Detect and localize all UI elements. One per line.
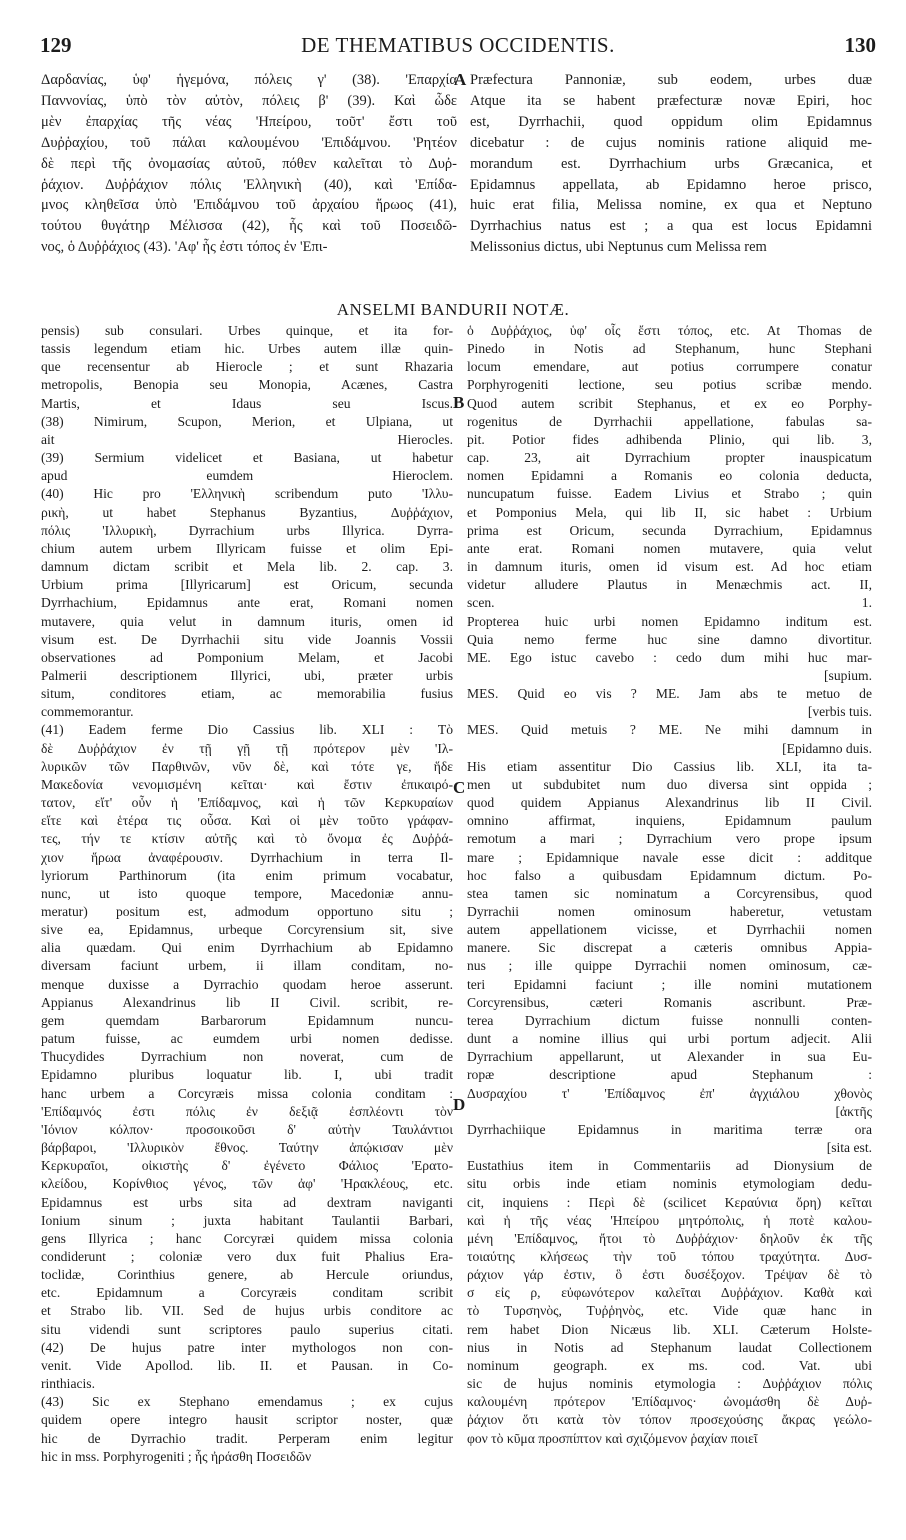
note-line: rinthiacis. (41, 1376, 95, 1392)
greek-text-line: Παννονίας, ὑπὸ τὸν αὐτὸν, πόλεις β' (39). Καὶ ὧδε (41, 92, 457, 109)
note-line: situ videndi sunt scriptores paulo superius citati. (41, 1321, 453, 1337)
note-line: scen. 1. (467, 595, 872, 611)
note-line: teri Epidamni faciunt ; ille nomini mutationem (467, 976, 872, 992)
note-line: Appianus Alexandrinus lib II Civil. scribit, re- (41, 994, 453, 1010)
note-line: Δυσραχίου τ' 'Επίδαμνος ἐπ' ἀγχιάλου χθονὸς (467, 1085, 872, 1101)
note-line: visum est. De Dyrrhachii situ vide Joannis Vossii (41, 631, 453, 647)
note-line: hic de Dyrrachio tradit. Perperam enim legitur (41, 1430, 453, 1446)
note-line: diversam faciunt urbem, ii illam conditam, no- (41, 958, 453, 974)
note-line: Thucydides Dyrrachium non noverat, cum de (41, 1049, 453, 1065)
note-line: situm, conditores etiam, ac memorabilia fusius (41, 686, 453, 702)
notes-left-column (41, 322, 453, 1466)
note-line: MES. Quid metuis ? ME. Ne mihi damnum in (467, 722, 872, 738)
running-title: DE THEMATIBUS OCCIDENTIS. (301, 33, 615, 57)
note-line: etc. Epidamnum a Corcyræis conditam scribit (41, 1285, 453, 1301)
note-line: mare ; Epidamnique navale esse dicit : additque (467, 849, 872, 865)
note-line: sic de hujus nominis etymologia : Δυῤῥάχιον πόλις (467, 1376, 872, 1392)
note-line: [ἀκτῆς (835, 1103, 872, 1119)
note-line: patum fuisse, ac eumdem urbi nomen dedisse. (41, 1031, 453, 1047)
note-line: μένη 'Επίδαμνος, ἤτοι τὸ Δυῤῥάχιον· δηλοῦν ἐκ τῆς (467, 1230, 872, 1246)
note-line: Ionium sinum ; juxta habitant Taulantii Barbari, (41, 1212, 453, 1228)
note-line: Corcyrensibus, cæteri Romanis ascribunt. Præ- (467, 994, 872, 1010)
greek-text-line: μνος κληθεῖσα ὑπὸ 'Επιδάμνου τοῦ ἀρχαίου ἥρωος (41), (41, 197, 457, 214)
greek-text-line: νος, ὁ Δυῤῥάχιος (43). 'Αφ' ἧς ἐστι τόπος ἐν 'Επι- (41, 239, 328, 256)
note-line: εἴτε καὶ ἑτέρα τις οὖσα. Καὶ οἱ μὲν τοῦτο γράφαν- (41, 813, 453, 829)
note-line: πόλις 'Ιλλυρικὴ, Dyrrachium urbs Illyrica. Dyrra- (41, 522, 453, 538)
latin-translation-column (470, 70, 872, 258)
note-line: ropæ descriptione apud Stephanum : (467, 1067, 872, 1083)
note-line: videtur alludere Plautus in Menæchmis act. II, (467, 577, 872, 593)
note-line: Dyrrachium appellarunt, ut Alexander in sua Eu- (467, 1049, 872, 1065)
note-line: τατον, εἴτ' οὖν ἡ 'Επίδαμνος, καὶ ἡ τῶν Κερκυραίων (41, 795, 453, 811)
note-line: observationes ad Pomponium Melam, et Jacobi (41, 649, 453, 665)
note-line: autem appellationem vicisse, et Dyrrhachii nomen (467, 922, 872, 938)
note-line: locum emendare, aut potius corrumpere conatur (467, 359, 872, 375)
note-line: ὁ Δυῤῥάχιος, ὑφ' οἷς ἔστι τόπος, etc. At Thomas de (467, 323, 872, 338)
note-line: nius in Notis ad Stephanum laudat Collectionem (467, 1339, 872, 1355)
note-line: stea tamen sic nominatum a Corcyrensibus, quod (467, 885, 872, 901)
note-line: pit. Potior fides adhibenda Plinio, qui lib. 3, (467, 431, 872, 447)
note-line: His etiam assentitur Dio Cassius lib. XLI, ita ta- (467, 758, 872, 774)
note-line: nuncupatum fuisse. Eadem Livius et Strabo ; quin (467, 486, 872, 502)
latin-text-line: est, Dyrrhachii, quod oppidum olim Epidamnus (470, 113, 872, 130)
note-line: δὲ Δυῤῥάχιον ἐν τῇ γῇ τῇ πρότερον μὲν 'Ιλ- (41, 740, 453, 756)
note-line: MES. Quid eo vis ? ME. Jam abs te metuo de (467, 686, 872, 702)
note-line: κλείδου, Κορίνθιος γένος, τῶν ἀφ' 'Ηρακλέους, etc. (41, 1176, 453, 1192)
note-line: 'Ιόνιον κόλπον· προσοικοῦσι δ' αὐτὴν Ταυλάντιοι (41, 1121, 453, 1137)
note-line: τοιαύτης κλήσεως τὴν τοῦ τόπου τραχύτητα. Δυσ- (467, 1248, 872, 1264)
note-line: (42) De hujus patre inter mythologos non con- (41, 1339, 453, 1355)
note-line: χιον ἥρωα ἀναφέρουσιν. Dyrrhachium in terra Il- (41, 849, 453, 865)
note-line: τες, τήν τε κτίσιν αὐτῆς καὶ τὸ ὄνομα ἐς Δυῤῥά- (41, 831, 453, 847)
greek-text-line: Δαρδανίας, ὑφ' ἡγεμόνα, πόλεις γ' (38). 'Επαρχία (41, 72, 457, 88)
note-line: (41) Eadem ferme Dio Cassius lib. XLI : Τὸ (41, 722, 453, 738)
note-line: Dyrrhachium, Epidamnus ante erat, Romani nomen (41, 595, 453, 611)
note-line: λυρικῶν τῶν Παρθινῶν, νῦν δὲ, καὶ τότε γε, ἥδε (41, 758, 453, 774)
note-line: in damnum ituris, omen id visum est. Ad hoc etiam (467, 559, 872, 575)
note-line: sive ea, Epidamnus, urbeque Corcyrensium sit, sive (41, 922, 453, 938)
greek-text-line: Δυῤῥαχίου, τοῦ πάλαι καλουμένου 'Επιδάμνου. 'Ρητέον (41, 134, 457, 151)
note-line: mutavere, quia velut in damnum ituris, omen id (41, 613, 453, 629)
notes-heading: ANSELMI BANDURII NOTÆ. (336, 300, 570, 319)
margin-marker-b: B (453, 393, 465, 412)
note-line: hanc urbem a Corcyræis missa colonia conditam : (41, 1085, 453, 1101)
note-line: que recensentur ab Hierocle ; et sunt Rhazaria (41, 359, 453, 375)
note-line: (43) Sic ex Stephano emendamus ; ex cujus (41, 1394, 453, 1410)
greek-text-line: δὲ περὶ τῆς ὀνομασίας αὐτοῦ, πόθεν καλεῖται τὸ Δυῤ- (41, 155, 457, 172)
note-line: commemorantur. (41, 704, 134, 720)
note-line: manere. Sic discrepat a cæteris omnibus Appia- (467, 940, 872, 956)
note-line: σ εἰς ρ, εὐφωνότερον καλεῖται Δυῤῥάχιον. Καθὰ καὶ (467, 1285, 872, 1301)
note-line: et Pomponius Mela, qui lib II, sic habet : Urbium (467, 504, 872, 520)
note-line: Pinedo in Notis ad Stephanum, hunc Stephani (467, 341, 872, 357)
note-line: rogenitus de Dyrrhachii appellatione, fabulas sa- (467, 413, 872, 429)
note-line: cit, inquiens : Περὶ δὲ (scilicet Κεραύνια ὄρη) κεῖται (467, 1194, 872, 1210)
greek-text-line: ῥάχιον. Δυῤῥάχιον πόλις 'Ελληνικὴ (40), καὶ 'Επίδα- (41, 176, 457, 193)
note-line: metropolis, Benopia seu Monopia, Acænes, Castra (41, 377, 453, 393)
note-line: nus ; ille quippe Dyrrachii nomen ominosum, cæ- (467, 958, 872, 974)
note-line: Porphyrogeniti lectione, seu potius scribæ mendo. (467, 377, 872, 393)
margin-marker-a: A (454, 70, 467, 89)
note-line: nunc, ut isto quoque tempore, Macedoniæ annu- (41, 885, 453, 901)
latin-text-line: Atque ita se habent præfecturæ novæ Epiri, hoc (470, 92, 872, 109)
note-line: gens Illyrica ; hanc Corcyræi quidem missa colonia (41, 1230, 453, 1246)
margin-marker-d: D (453, 1095, 466, 1114)
note-line: φον τὸ κῦμα προσπίπτον καὶ σχιζόμενον ῥαχίαν ποιεῖ (467, 1430, 758, 1446)
page-number-left: 129 (40, 33, 72, 57)
note-line: situ orbis inde etiam nominis etymologiam dedu- (467, 1176, 872, 1192)
note-line: (40) Hic pro 'Ελληνικὴ scribendum puto 'Ιλλυ- (41, 486, 453, 502)
note-line: Urbium prima [Illyricarum] est Oricum, secunda (41, 577, 453, 593)
note-line: [sita est. (826, 1140, 872, 1156)
note-line: καὶ ἡ τῆς νέας 'Ηπείρου μητρόπολις, ἡ ποτὲ καλου- (467, 1212, 872, 1228)
note-line: quidem opere integro hausit scriptor noster, quæ (41, 1412, 453, 1428)
note-line: Quod autem scribit Stephanus, et ex eo Porphy- (467, 395, 872, 411)
latin-text-line: Epidamnus appellata, ab Epidamno heroe prisco, (470, 176, 872, 193)
note-line: alia quædam. Qui enim Dyrrhachium ab Epidamno (41, 940, 453, 956)
note-line: Quia nemo ferme huc sine damno divortitur. (467, 631, 872, 647)
note-line: [Epidamno duis. (782, 740, 872, 756)
note-line: [supium. (824, 667, 872, 683)
note-line: prima est Oricum, secunda Dyrrachium, Epidamnus (467, 522, 872, 538)
note-line: rem habet Dion Nicæus lib. XLI. Cæterum Holste- (467, 1321, 872, 1337)
note-line: apud eumdem Hieroclem. (41, 468, 453, 484)
note-line: Κερκυραῖοι, οἰκιστὴς δ' ἐγένετο Φάλιος 'Ερατο- (41, 1158, 453, 1174)
latin-text-line: Dyrrhachius natus est ; a qua est locus Epidamni (470, 218, 872, 235)
note-line: condiderunt ; coloniæ vero dux fuit Phalius Era- (41, 1248, 453, 1264)
note-line: Μακεδονία νενομισμένη κεῖται· καὶ ἔστιν ἐπικαιρό- (41, 776, 453, 792)
note-line: ME. Ego istuc cavebo : cedo dum mihi huc mar- (467, 649, 872, 665)
note-line: hoc falso a quibusdam Epidamnum dictum. Po- (467, 867, 872, 883)
note-line: (38) Nimirum, Scupon, Merion, et Ulpiana, ut (41, 413, 453, 429)
note-line: Epidamnus est urbs sita ad dextram naviganti (41, 1194, 453, 1210)
page-number-right: 130 (844, 33, 876, 57)
note-line: men ut subdubitet num duo diversa sint oppida ; (467, 776, 872, 792)
note-line: Epidamno pluribus loquatur lib. I, ubi tradit (41, 1067, 453, 1083)
note-line: venit. Vide Apollod. lib. II. et Pausan. in Co- (41, 1357, 453, 1373)
note-line: Martis, et Idaus seu Iscus. (41, 395, 453, 411)
note-line: (39) Sermium videlicet et Basiana, ut habetur (41, 450, 453, 466)
note-line: τὸ Τυρσηνὸς, Τυῤῥηνὸς, etc. Vide quæ hanc in (467, 1303, 872, 1319)
note-line: βάρβαροι, 'Ιλλυρικὸν ἔθνος. Ταύτην ἀπῴκισαν μὲν (41, 1140, 453, 1156)
latin-text-line: morandum est. Dyrrhachium urbs Græcanica, et (470, 155, 872, 172)
note-line: meratur) positum est, admodum opportuno situ ; (41, 904, 453, 919)
note-line: Eustathius item in Commentariis ad Dionysium de (467, 1158, 872, 1174)
notes-right-column (467, 322, 872, 1448)
latin-text-line: huic erat filia, Melissa nomine, ex qua et Neptuno (470, 197, 872, 214)
note-line: chium autem urbem Illyricam fuisse et olim Epi- (41, 540, 453, 556)
note-line: terea Dyrrachium dictum fuisse nonnulli conten- (467, 1012, 872, 1028)
note-line: omnino affirmat, inquiens, Epidamnum paulum (467, 813, 872, 829)
note-line: cap. 23, ait Dyrrachium propter inauspicatum (467, 450, 872, 466)
note-line: ait Hierocles. (41, 431, 453, 447)
note-line: Dyrrhachiique Epidamnus in maritima terræ ora (467, 1121, 872, 1137)
note-line: ρικὴ, ut habet Stephanus Byzantius, Δυῤῥάχιον, (41, 504, 453, 520)
note-line: ante erat. Romani nomen mutavere, quia velut (467, 540, 872, 556)
note-line: quod quidem Appianus Alexandrinus lib II Civil. (467, 795, 872, 811)
note-line: gem quemdam Barbarorum Epidamnum nuncu- (41, 1012, 453, 1028)
note-line: [verbis tuis. (807, 704, 872, 720)
greek-text-line: μὲν ἐπαρχίας τῆς νέας 'Ηπείρου, τοῦτ' ἔστι τοῦ (41, 113, 457, 130)
greek-text-column (41, 70, 457, 258)
note-line: et Strabo lib. VII. Sed de hujus urbis conditore ac (41, 1303, 453, 1319)
note-line: toclidæ, Corinthius genere, ab Hercule oriundus, (41, 1267, 453, 1283)
note-line: damnum dictam scribit et Mela lib. 2. cap. 3. (41, 559, 453, 575)
page-header (40, 34, 876, 56)
note-line: ῥάχιον ὅτι κατὰ τὸν τόπον προσεχούσης ἄκρας γεώλο- (467, 1412, 872, 1428)
note-line: lyriorum Parthinorum (ita enim primum vocabatur, (41, 867, 453, 883)
note-line: dunt a nomine illius qui urbi portum adjecit. Alii (467, 1031, 872, 1047)
note-line: 'Επίδαμνός ἐστι πόλις ἐν δεξιᾷ ἐσπλέοντι τὸν (41, 1103, 453, 1119)
note-line: remotum a mari ; Dyrrachium vero prope ipsum (467, 831, 872, 847)
note-line: hic in mss. Porphyrogeniti ; ἧς ἠράσθη Ποσειδῶν (41, 1448, 312, 1464)
latin-text-line: dicebatur : de cujus nominis ratione aliquid me- (470, 134, 872, 151)
note-line: nomen Epidamni a Romanis eo colonia deducta, (467, 468, 872, 484)
latin-text-line: Præfectura Pannoniæ, sub eodem, urbes duæ (470, 72, 872, 88)
note-line: menque duxisse a Dyrrachio quodam heroe asserunt. (41, 976, 453, 992)
latin-text-line: Melissonius dictus, ubi Neptunus cum Melissa rem (470, 239, 767, 256)
note-line: καλουμένη πρότερον 'Επίδαμνος· ὠνομάσθη δὲ Δυῤ- (467, 1394, 872, 1410)
note-line: Propterea huic urbi nomen Epidamno inditum est. (467, 613, 872, 629)
note-line: ράχιον γάρ ἐστιν, ὃ ἐστι δυσέξοχον. Τρέψαν δὲ τὸ (467, 1267, 872, 1283)
note-line: tassis legendum etiam hic. Urbes autem illæ quin- (41, 341, 453, 357)
note-line: Palmerii descriptionem Illyrici, ubi, præter urbis (41, 667, 453, 683)
note-line: pensis) sub consulari. Urbes quinque, et ita for- (41, 323, 453, 338)
note-line: nominum geograph. ex ms. cod. Vat. ubi (467, 1357, 872, 1373)
note-line: Dyrrachii nomen ominosum haberetur, vetustam (467, 904, 872, 919)
greek-text-line: τούτου θυγάτηρ Μέλισσα (42), ἧς καὶ τοῦ Ποσειδῶ- (41, 218, 457, 235)
margin-marker-c: C (453, 778, 466, 797)
